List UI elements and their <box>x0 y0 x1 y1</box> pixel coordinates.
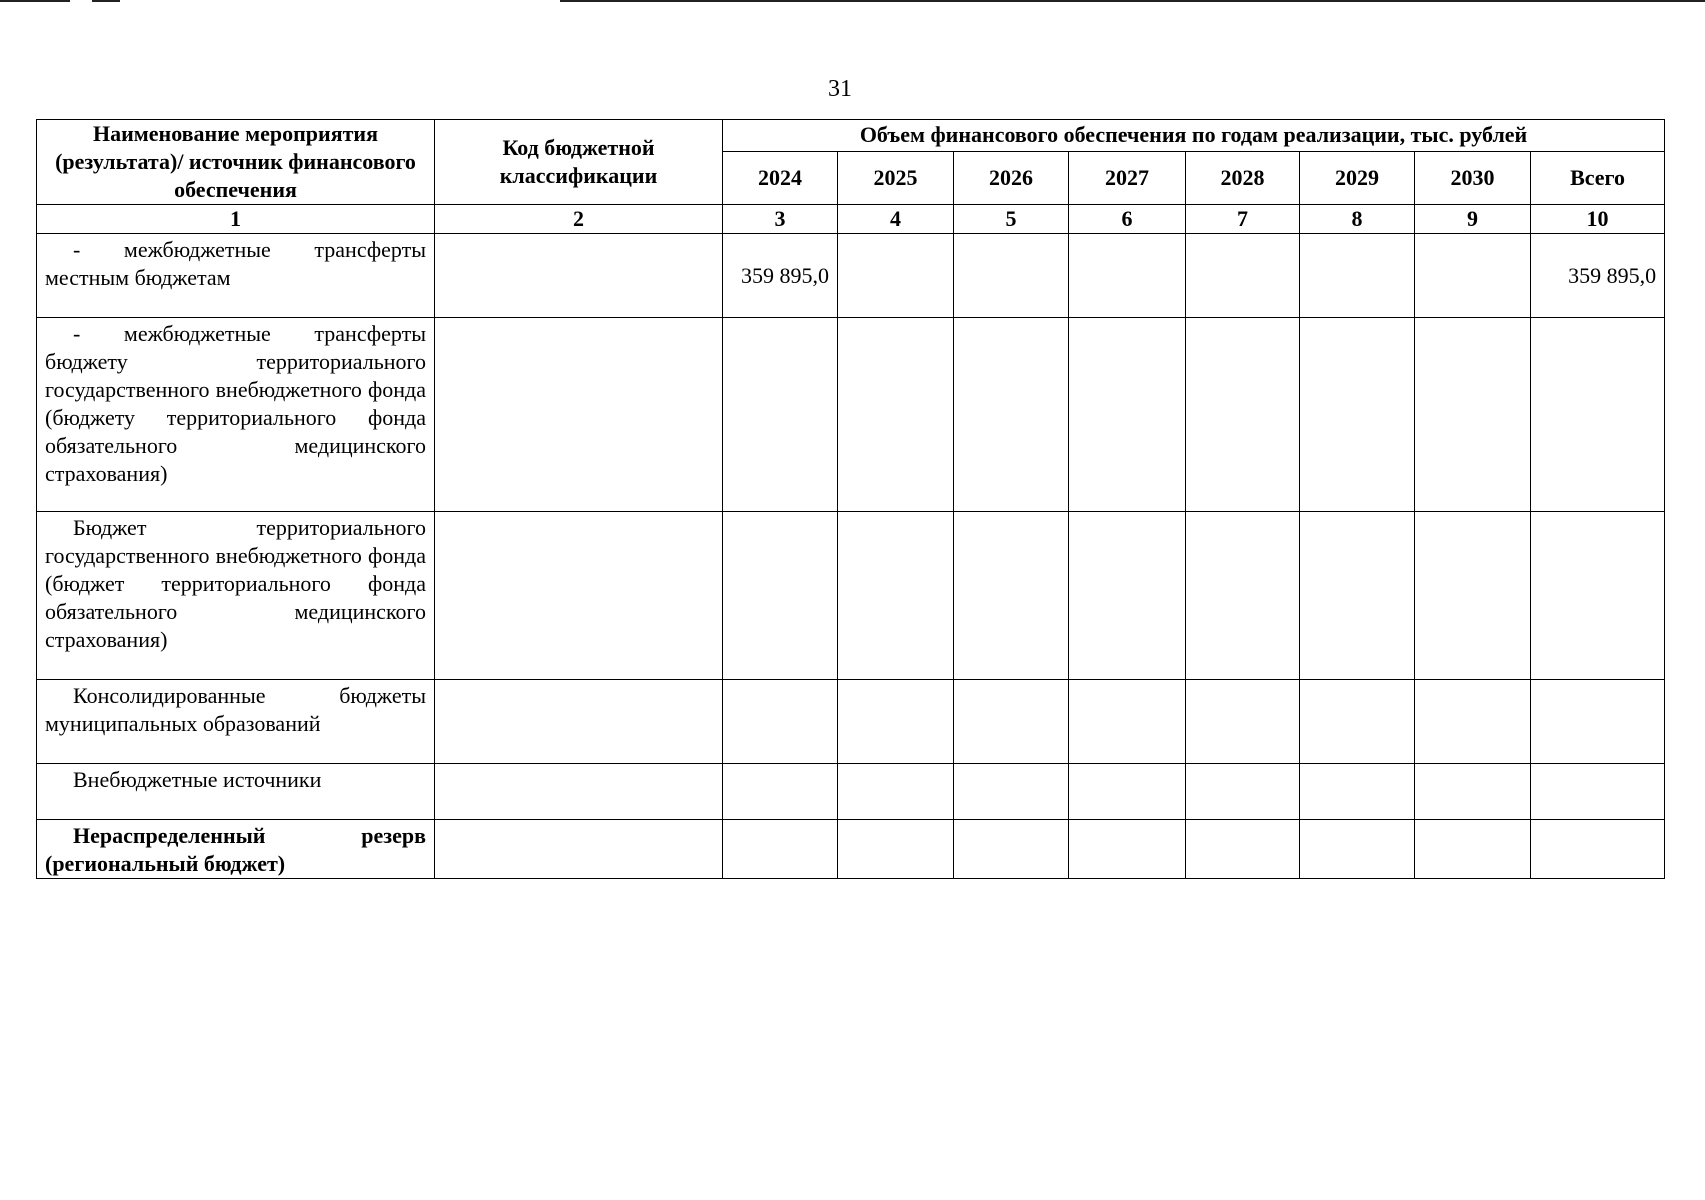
column-number: 7 <box>1186 205 1300 234</box>
row-value-2030 <box>1415 234 1531 318</box>
row-value-2028 <box>1186 318 1300 512</box>
row-value-total <box>1531 512 1665 680</box>
row-budget-code <box>435 512 723 680</box>
row-value-2030 <box>1415 318 1531 512</box>
row-value-2025 <box>838 234 954 318</box>
row-name: - межбюджетные трансферты местным бюджетам <box>37 234 435 318</box>
table-row <box>37 234 1665 318</box>
row-value-2025 <box>838 318 954 512</box>
row-value-2024: 359 895,0 <box>723 234 838 318</box>
row-value-2026 <box>954 318 1069 512</box>
row-value-2028 <box>1186 680 1300 764</box>
row-name: Нераспределенный резерв (региональный бюджет) <box>37 820 435 879</box>
column-number: 2 <box>435 205 723 234</box>
row-value-2029 <box>1300 820 1415 879</box>
column-number: 10 <box>1531 205 1665 234</box>
row-value-2026 <box>954 820 1069 879</box>
row-value-2028 <box>1186 764 1300 820</box>
row-value-total <box>1531 820 1665 879</box>
page-number: 31 <box>828 76 852 102</box>
row-value-2025 <box>838 764 954 820</box>
column-number: 3 <box>723 205 838 234</box>
row-value-2027 <box>1069 234 1186 318</box>
row-name: - межбюджетные трансферты бюджету территориального государственного внебюджетного фонда (бюджету территориального фонда обязательного медицинского страхования) <box>37 318 435 512</box>
row-value-2026 <box>954 234 1069 318</box>
row-value-2028 <box>1186 820 1300 879</box>
financing-table <box>36 119 1665 879</box>
column-number: 1 <box>37 205 435 234</box>
row-budget-code <box>435 234 723 318</box>
row-name: Бюджет территориального государственного внебюджетного фонда (бюджет территориального фонда обязательного медицинского страхования) <box>37 512 435 680</box>
row-value-2030 <box>1415 764 1531 820</box>
table-body <box>37 234 1665 879</box>
table-row <box>37 512 1665 680</box>
row-value-2025 <box>838 512 954 680</box>
row-value-2027 <box>1069 512 1186 680</box>
row-value-2025 <box>838 820 954 879</box>
row-budget-code <box>435 820 723 879</box>
row-name: Внебюджетные источники <box>37 764 435 820</box>
row-value-2029 <box>1300 512 1415 680</box>
row-value-2029 <box>1300 680 1415 764</box>
scan-edge-line-left-short <box>92 0 120 2</box>
row-value-total <box>1531 318 1665 512</box>
scan-edge-line-left <box>0 0 70 2</box>
row-value-total <box>1531 680 1665 764</box>
row-value-2030 <box>1415 680 1531 764</box>
row-value-2030 <box>1415 820 1531 879</box>
row-value-2029 <box>1300 764 1415 820</box>
row-budget-code <box>435 318 723 512</box>
row-value-2026 <box>954 680 1069 764</box>
header-year: 2030 <box>1415 151 1531 204</box>
row-value-2028 <box>1186 234 1300 318</box>
row-value-total: 359 895,0 <box>1531 234 1665 318</box>
row-value-total <box>1531 764 1665 820</box>
row-value-2024 <box>723 318 838 512</box>
header-financing-volume: Объем финансового обеспечения по годам реализации, тыс. рублей <box>723 120 1665 152</box>
column-number: 5 <box>954 205 1069 234</box>
header-budget-code: Код бюджетной классификации <box>435 120 723 205</box>
header-year: 2028 <box>1186 151 1300 204</box>
row-value-2029 <box>1300 234 1415 318</box>
row-value-2024 <box>723 764 838 820</box>
header-year: 2029 <box>1300 151 1415 204</box>
row-value-2030 <box>1415 512 1531 680</box>
header-year: 2025 <box>838 151 954 204</box>
row-value-2027 <box>1069 318 1186 512</box>
scan-edge-line-right <box>560 0 1705 2</box>
header-year: 2024 <box>723 151 838 204</box>
table-row <box>37 764 1665 820</box>
row-value-2024 <box>723 680 838 764</box>
header-total: Всего <box>1531 151 1665 204</box>
row-value-2027 <box>1069 680 1186 764</box>
row-value-2024 <box>723 512 838 680</box>
table-row <box>37 680 1665 764</box>
row-value-2027 <box>1069 820 1186 879</box>
column-number: 4 <box>838 205 954 234</box>
row-value-2028 <box>1186 512 1300 680</box>
row-value-2024 <box>723 820 838 879</box>
row-value-2025 <box>838 680 954 764</box>
row-value-2029 <box>1300 318 1415 512</box>
row-budget-code <box>435 764 723 820</box>
row-value-2027 <box>1069 764 1186 820</box>
column-number: 8 <box>1300 205 1415 234</box>
table-row <box>37 318 1665 512</box>
header-activity-name: Наименование мероприятия (результата)/ источник финансового обеспечения <box>37 120 435 205</box>
row-value-2026 <box>954 764 1069 820</box>
row-budget-code <box>435 680 723 764</box>
table-row <box>37 820 1665 879</box>
column-number: 9 <box>1415 205 1531 234</box>
row-value-2026 <box>954 512 1069 680</box>
row-name: Консолидированные бюджеты муниципальных образований <box>37 680 435 764</box>
column-number: 6 <box>1069 205 1186 234</box>
header-year: 2027 <box>1069 151 1186 204</box>
table-header <box>37 120 1665 234</box>
header-year: 2026 <box>954 151 1069 204</box>
